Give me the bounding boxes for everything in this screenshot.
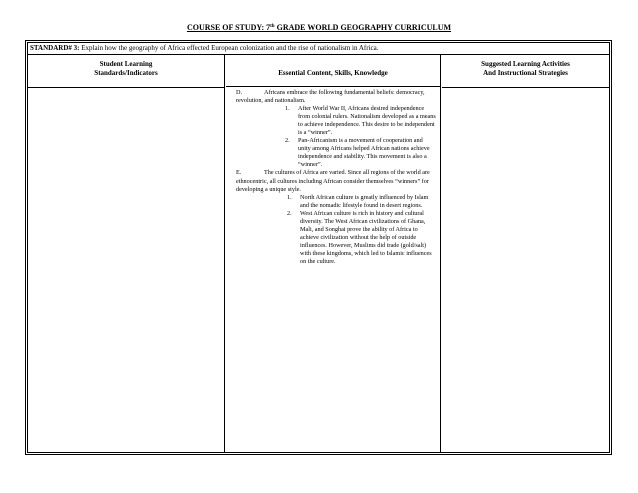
col-header-standards: Student Learning Standards/Indicators xyxy=(94,60,158,77)
list-item: 1. North African culture is greatly influenced by Islam and the nomadic lifestyle found in desert regions. xyxy=(287,193,429,209)
list-item: 2. Pan-Africanism is a movement of cooperation and unity among Africans helped African nations achieve independence and stability. This movement is also a “winner”. xyxy=(285,137,430,169)
content-section-d: D. Africans embrace the following fundamental beliefs: democracy, revolution, and nationalism. xyxy=(236,89,425,105)
standard-label: STANDARD# 3: xyxy=(30,44,80,52)
content-body xyxy=(236,89,436,266)
standard-row xyxy=(28,43,609,55)
list-item: 2. West African culture is rich in history and cultural diversity. The West African civilizations of Ghana, Mali, and Songhai prove the ability of Africa to achieve civilization without the help of outside influences. However, Muslims did trade (gold/salt) with these kingdoms, which led to Islamic influences on the culture. xyxy=(287,209,432,265)
student-standards-column xyxy=(28,55,225,452)
standard-text: Explain how the geography of Africa effected European colonization and the rise of nationalism in Africa. xyxy=(79,44,379,52)
col-header-content: Essential Content, Skills, Knowledge xyxy=(278,69,388,77)
curriculum-table xyxy=(25,40,612,455)
learning-activities-column xyxy=(442,55,609,452)
content-section-e: E. The cultures of Africa are varied. Since all regions of the world are ethnocentric, all cultures including African consider themselves “winners” for developing a unique style. xyxy=(236,169,430,193)
col-header-activities: Suggested Learning Activities And Instructional Strategies xyxy=(481,60,570,77)
essential-content-column xyxy=(226,55,441,452)
list-item: 1. After World War II, Africans desired independence from colonial rulers. Nationalism developed as a means to achieve independence. This desire to be independent is a “winner”. xyxy=(285,105,436,137)
document-title: COURSE OF STUDY: 7th GRADE WORLD GEOGRAPHY CURRICULUM xyxy=(186,23,452,32)
